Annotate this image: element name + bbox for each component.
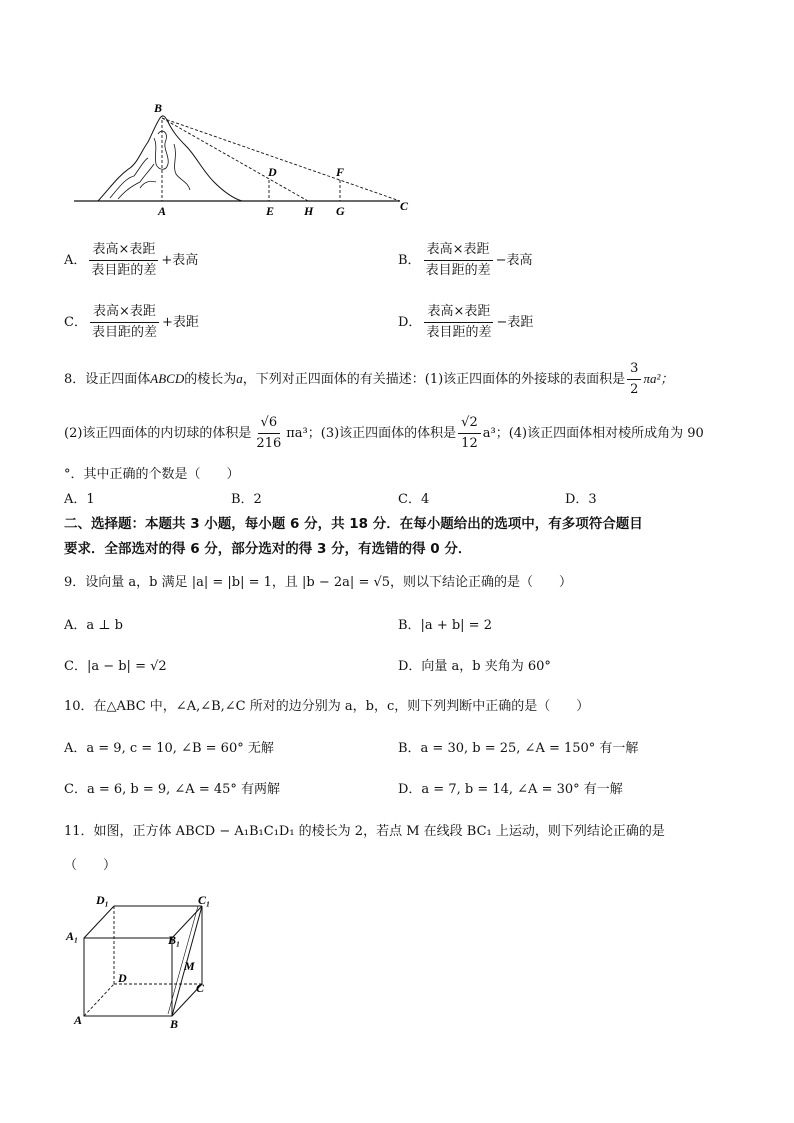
q10-option-a[interactable]: A．a = 9, c = 10, ∠B = 60° 无解 xyxy=(64,741,274,756)
q8-option-a[interactable]: A．1 xyxy=(64,492,95,507)
cube-label-B1: B₁ xyxy=(168,933,181,947)
q7-c-numerator: 表高×表距 xyxy=(90,304,159,323)
label-B: B xyxy=(154,101,163,115)
q8-line3: °．其中正确的个数是（ ） xyxy=(64,467,240,482)
q7-b-numerator: 表高×表距 xyxy=(424,242,493,261)
q9-option-a[interactable]: A．a ⊥ b xyxy=(64,618,123,633)
q7-b-denominator: 表目距的差 xyxy=(425,263,491,278)
cube-label-C: C xyxy=(196,981,205,995)
cube-label-B: B xyxy=(170,1017,179,1031)
q7-option-b[interactable]: B． $\frac{\text{表高×表距}}{\text{表目距的差}}$ −表高 xyxy=(398,242,533,278)
q7-d-numerator: 表高×表距 xyxy=(424,304,493,323)
q7-a-denominator: 表目距的差 xyxy=(91,263,157,278)
cube-label-M: M xyxy=(184,959,195,973)
q9-stem: 9．设向量 a，b 满足 |a| = |b| = 1，且 |b − 2a| = √5，则以下结论正确的是（ ） xyxy=(64,575,573,590)
label-G: G xyxy=(336,204,345,218)
mountain-survey-figure xyxy=(70,98,420,218)
section-2-heading-line1: 二、选择题：本题共 3 小题，每小题 6 分，共 18 分．在每小题给出的选项中，有多项符合题目 xyxy=(64,516,643,532)
q11-paren: （ ） xyxy=(64,858,117,873)
cube-label-C1: C₁ xyxy=(198,893,211,907)
q11-stem: 11．如图，正方体 ABCD − A₁B₁C₁D₁ 的棱长为 2，若点 M 在线段 BC₁ 上运动，则下列结论正确的是 xyxy=(64,824,665,839)
q8-option-c[interactable]: C．4 xyxy=(398,492,430,507)
q7-option-a[interactable]: A． $\frac{\text{表高×表距}}{\text{表目距的差}}$ +表高 xyxy=(64,242,199,278)
label-H: H xyxy=(304,204,314,218)
label-E: E xyxy=(266,204,275,218)
q8-option-d[interactable]: D．3 xyxy=(565,492,597,507)
cube-label-A: A xyxy=(74,1013,83,1027)
q8-line1: 8．设正四面体ABCD的棱长为a，下列对正四面体的有关描述：(1)该正四面体的外接球的表面积是 $\frac{3}{2}$ πa²； xyxy=(64,361,674,397)
q7-d-denominator: 表目距的差 xyxy=(426,325,492,340)
q9-option-b[interactable]: B．|a + b| = 2 xyxy=(398,618,492,633)
q7-a-numerator: 表高×表距 xyxy=(89,242,158,261)
q7-c-denominator: 表目距的差 xyxy=(91,325,157,340)
q10-option-b[interactable]: B．a = 30, b = 25, ∠A = 150° 有一解 xyxy=(398,741,639,756)
q8-option-b[interactable]: B．2 xyxy=(231,492,262,507)
cube-label-D: D xyxy=(118,971,127,985)
label-F: F xyxy=(336,165,345,179)
label-A: A xyxy=(158,204,167,218)
q8-line2: (2)该正四面体的内切球的体积是 $\frac{√6}{216}$ πa³；(3)该正四面体的体积是 $\frac{√2}{12}$ a³；(4)该正四面体相对棱所成角为 90 xyxy=(64,415,704,451)
cube-label-D1: D₁ xyxy=(96,893,109,907)
q9-option-c[interactable]: C．|a − b| = √2 xyxy=(64,659,167,674)
section-2-heading-line2: 要求．全部选对的得 6 分，部分选对的得 3 分，有选错的得 0 分． xyxy=(64,541,472,557)
q10-option-c[interactable]: C．a = 6, b = 9, ∠A = 45° 有两解 xyxy=(64,782,281,797)
cube-figure xyxy=(62,888,222,1033)
label-D: D xyxy=(268,165,277,179)
q7-option-c[interactable]: C． $\frac{\text{表高×表距}}{\text{表目距的差}}$ +表距 xyxy=(64,304,199,340)
q9-option-d[interactable]: D．向量 a，b 夹角为 60° xyxy=(398,659,551,674)
q7-option-d[interactable]: D． $\frac{\text{表高×表距}}{\text{表目距的差}}$ −表距 xyxy=(398,304,534,340)
q10-option-d[interactable]: D．a = 7, b = 14, ∠A = 30° 有一解 xyxy=(398,782,623,797)
q10-stem: 10．在△ABC 中，∠A,∠B,∠C 所对的边分别为 a，b，c，则下列判断中正确的是（ ） xyxy=(64,699,590,714)
label-C: C xyxy=(400,199,409,213)
cube-label-A1: A₁ xyxy=(66,929,79,943)
